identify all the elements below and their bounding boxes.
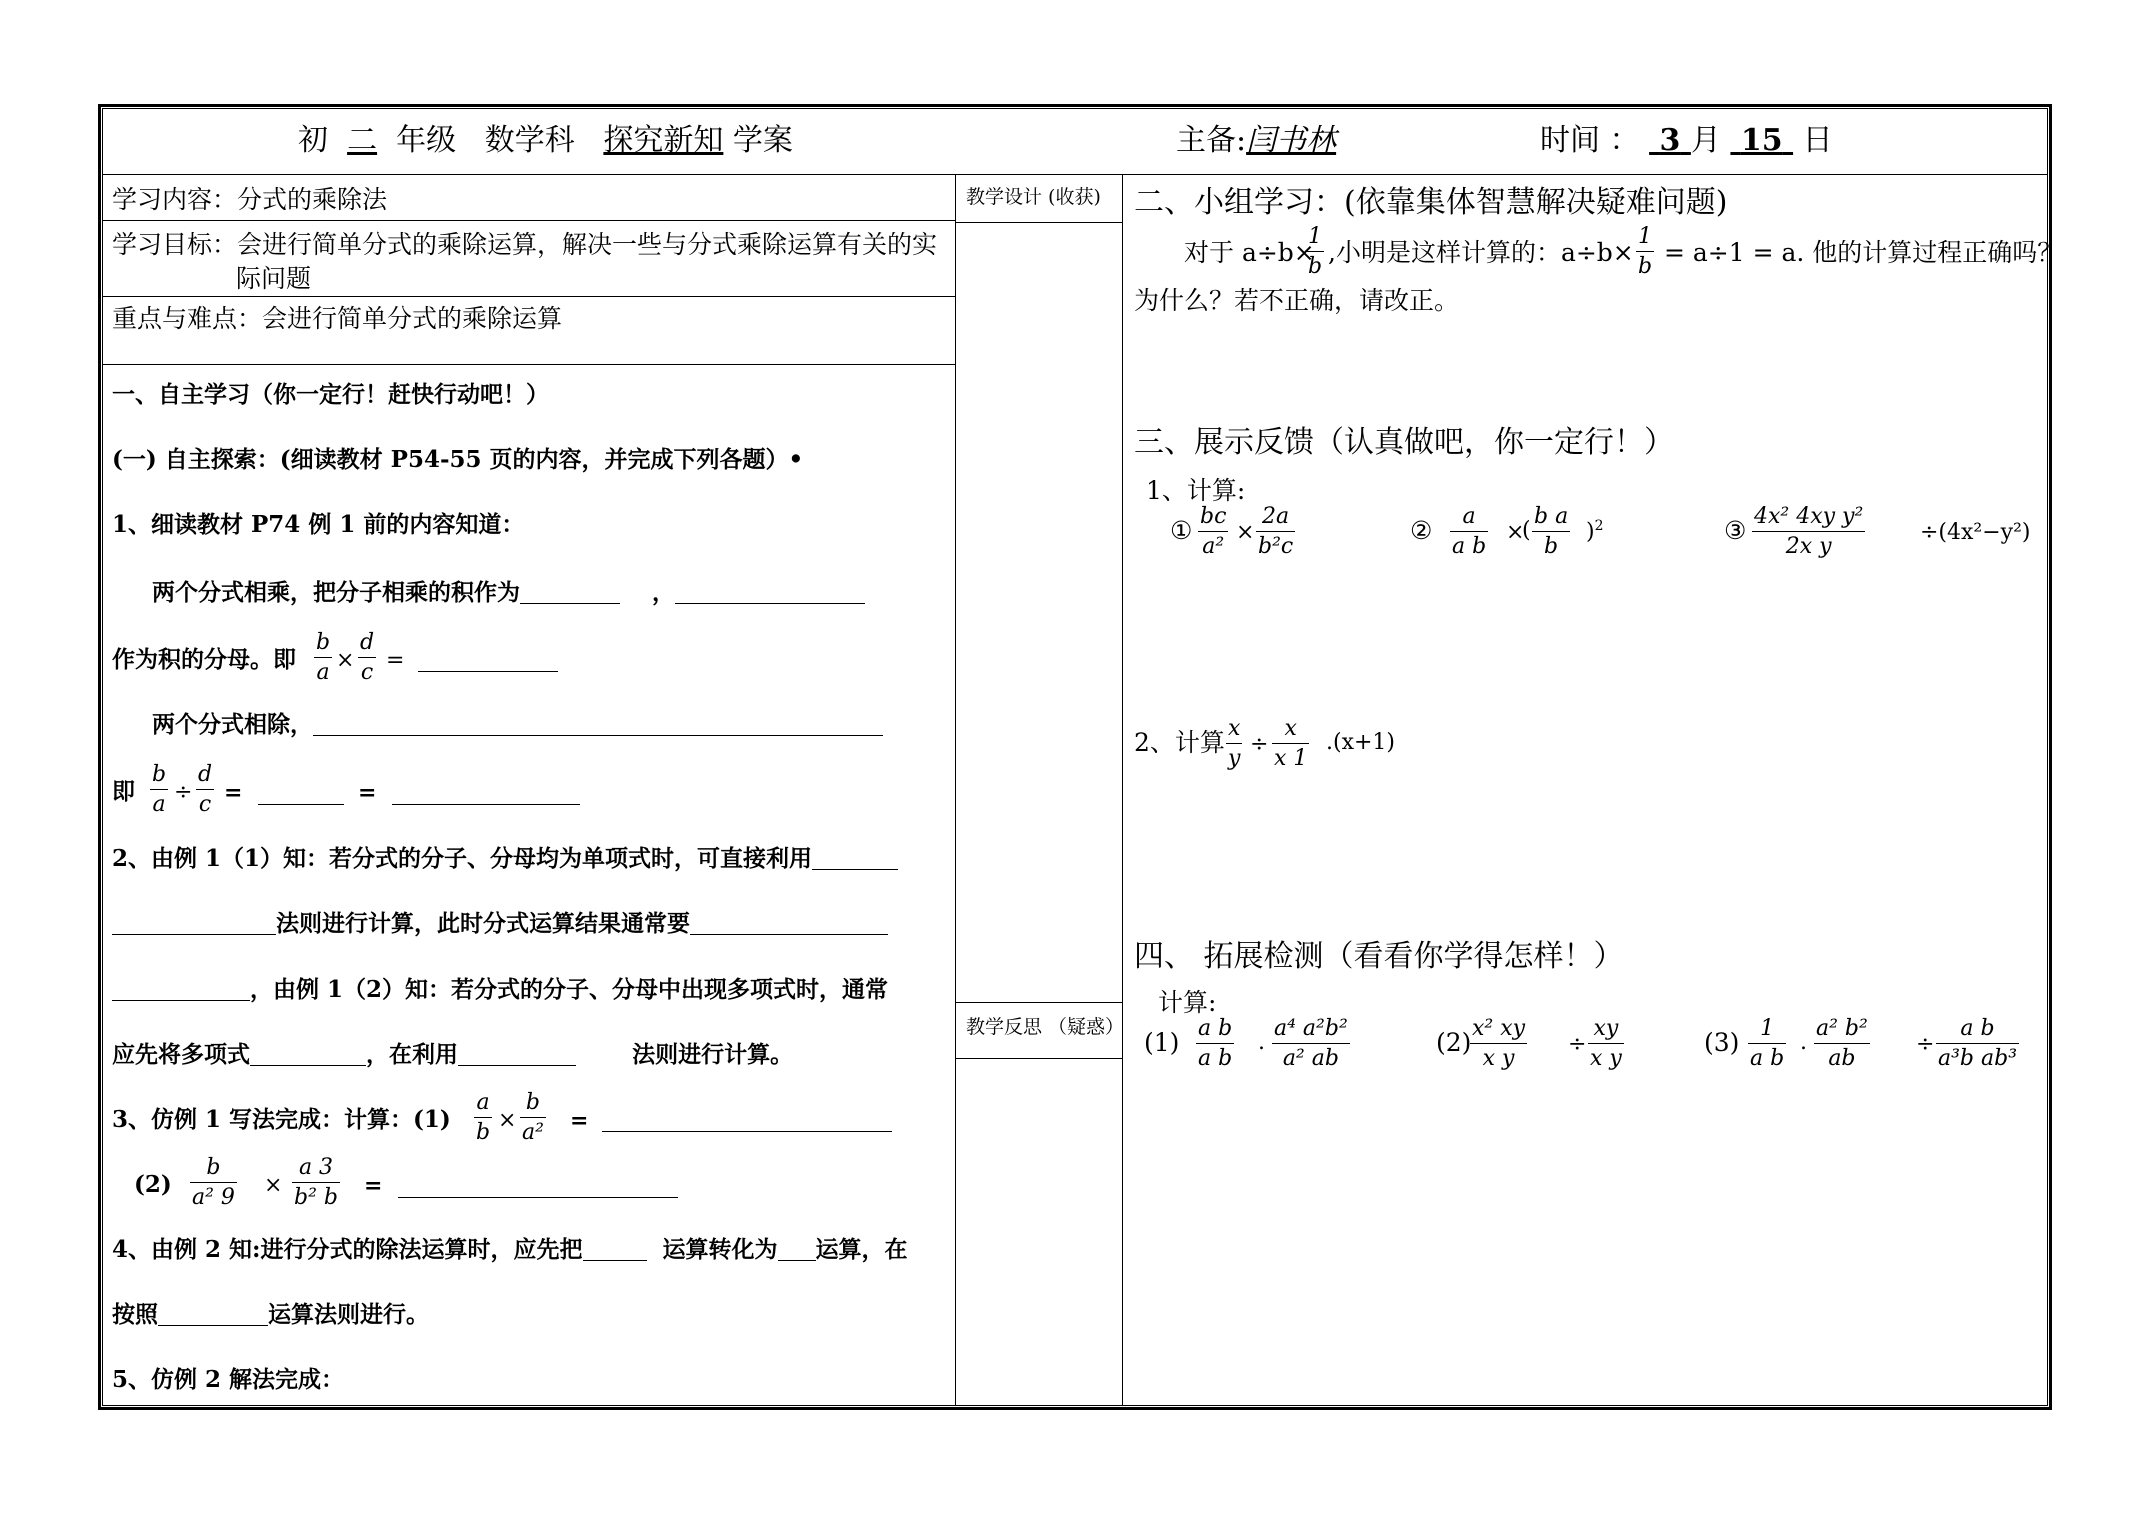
section4-item2: (2) xyxy=(1436,1028,1472,1057)
section2-title: 二、小组学习：(依靠集体智慧解决疑难问题) xyxy=(1134,185,1728,220)
section1-subtitle: (一) 自主探索：(细读教材 P54-55 页的内容，并完成下列各题）• xyxy=(112,446,804,473)
frac-e2a: x² xy x y xyxy=(1472,1016,1526,1071)
answer-blank[interactable] xyxy=(392,803,580,805)
dot-sign: . xyxy=(1800,1030,1807,1055)
section2-line2: 为什么？若不正确，请改正。 xyxy=(1134,286,1460,315)
frac-x-x1: x x 1 xyxy=(1274,716,1308,771)
equals-sign: = xyxy=(224,780,243,806)
key-points: 重点与难点：会进行简单分式的乘除运算 xyxy=(112,304,563,333)
design-label: 教学设计 (收获) xyxy=(966,186,1101,208)
section3-item1: ① xyxy=(1170,516,1193,545)
left-paren: ( xyxy=(1522,518,1531,543)
equals-sign: = xyxy=(386,648,405,673)
design-label-divider xyxy=(955,222,1122,223)
worksheet-inner-frame xyxy=(102,108,2048,1406)
header-grade: 初 二 年级 数学科 探究新知 学案 xyxy=(298,123,793,158)
header-author: 主备:闫书林 xyxy=(1176,123,1337,158)
question-4-line2: 按照 运算法则进行。 xyxy=(112,1301,429,1328)
learning-content: 学习内容：分式的乘除法 xyxy=(112,185,388,214)
frac-a-b: a b xyxy=(476,1090,491,1145)
divide-sign: ÷ xyxy=(1916,1032,1935,1057)
reflect-top-divider xyxy=(955,1002,1122,1003)
header-date: 时间 ： 3 月 15 日 xyxy=(1540,123,1833,158)
section3-title: 三、展示反馈（认真做吧，你一定行！） xyxy=(1134,425,1674,460)
frac-e3a: 1 a b xyxy=(1750,1016,1785,1071)
frac-e3c: a b a³b ab³ xyxy=(1938,1016,2018,1071)
section2-line1c: = a÷1 = a. 他的计算过程正确吗？ xyxy=(1664,238,2063,267)
frac-a-ab: a a b xyxy=(1452,504,1487,559)
divide-sign: ÷ xyxy=(1568,1032,1587,1057)
section4-title: 四、 拓展检测（看看你学得怎样！） xyxy=(1134,939,1624,974)
answer-blank[interactable] xyxy=(418,670,558,672)
section3-q2-tail: .(x+1) xyxy=(1326,730,1395,755)
section2-line1a: 对于 a÷b× xyxy=(1184,238,1315,267)
frac-ba-b: b a b xyxy=(1534,504,1569,559)
middle-column-left-border xyxy=(955,174,956,1406)
answer-blank[interactable] xyxy=(398,1196,678,1198)
learning-goal-line1: 学习目标：会进行简单分式的乘除运算，解决一些与分式乘除运算有关的实 xyxy=(112,230,938,259)
section4-item1: (1) xyxy=(1144,1028,1180,1057)
equals-sign: = xyxy=(358,780,377,806)
reflect-bottom-divider xyxy=(955,1058,1122,1059)
question-2-line4: 应先将多项式 ，在利用 法则进行计算。 xyxy=(112,1041,794,1068)
frac-b-a2: b a² xyxy=(522,1090,544,1145)
divide-sign: ÷ xyxy=(174,780,193,805)
right-paren-squared: )$^2$ xyxy=(1586,518,1604,545)
frac-e1a: a b a b xyxy=(1198,1016,1233,1071)
frac-e3b: a² b² ab xyxy=(1816,1016,1868,1071)
section3-q2: 2、计算 xyxy=(1134,728,1225,757)
times-sign: × xyxy=(1236,520,1255,545)
dot-sign: . xyxy=(1258,1030,1265,1055)
section1-title: 一、自主学习（你一定行！赶快行动吧！） xyxy=(112,381,549,408)
times-sign: × xyxy=(336,648,355,673)
question-4-line1: 4、由例 2 知:进行分式的除法运算时，应先把 运算转化为 运算，在 xyxy=(112,1236,908,1263)
times-sign: × xyxy=(264,1173,283,1198)
question-3: 3、仿例 1 写法完成：计算：(1) xyxy=(112,1106,451,1133)
question-2-line3: ，由例 1（2）知：若分式的分子、分母中出现多项式时，通常 xyxy=(112,978,888,1001)
frac-d-c-2: d c xyxy=(198,762,213,817)
frac-x-y: x y xyxy=(1228,716,1241,771)
section2-line1b: ,小明是这样计算的：a÷b× xyxy=(1328,238,1634,267)
section3-item3-tail: ÷(4x²−y²) xyxy=(1920,520,2031,545)
frac-bc-a2: bc a² xyxy=(1200,504,1227,559)
section4-calc: 计算: xyxy=(1158,988,1217,1017)
frac-1-b: 1 b xyxy=(1308,224,1323,279)
goal-row-divider xyxy=(102,296,955,297)
question-1d: 即 xyxy=(112,778,135,805)
content-row-divider xyxy=(102,220,955,221)
frac-e2b: xy x y xyxy=(1590,1016,1622,1071)
header-divider xyxy=(102,174,2048,175)
question-1a: 两个分式相乘，把分子相乘的积作为 ， xyxy=(152,581,865,604)
frac-1-b-2: 1 b xyxy=(1638,224,1653,279)
key-row-divider xyxy=(102,364,955,365)
answer-blank[interactable] xyxy=(602,1130,892,1132)
section3-item3: ③ xyxy=(1724,516,1747,545)
equals-sign: = xyxy=(570,1108,589,1134)
frac-a3-b2b: a 3 b² b xyxy=(294,1155,338,1210)
equals-sign: = xyxy=(364,1173,383,1199)
question-5: 5、仿例 2 解法完成： xyxy=(112,1366,345,1393)
section3-item2: ② xyxy=(1410,516,1433,545)
frac-b-a29: b a² 9 xyxy=(192,1155,235,1210)
question-3-part2: (2) xyxy=(134,1171,172,1198)
reflect-label: 教学反思 （疑惑） xyxy=(966,1016,1125,1038)
question-1: 1、细读教材 P74 例 1 前的内容知道： xyxy=(112,511,525,538)
section3-q1: 1、计算: xyxy=(1146,476,1246,505)
frac-d-c: d c xyxy=(360,630,375,685)
middle-column-right-border xyxy=(1122,174,1123,1406)
section4-item3: (3) xyxy=(1704,1028,1740,1057)
question-2-line1: 2、由例 1（1）知：若分式的分子、分母均为单项式时，可直接利用 xyxy=(112,847,898,870)
frac-e1b: a⁴ a²b² a² ab xyxy=(1274,1016,1348,1071)
frac-2a-b2c: 2a b²c xyxy=(1258,504,1294,559)
answer-blank[interactable] xyxy=(258,803,344,805)
question-1b: 作为积的分母。即 xyxy=(112,646,296,673)
times-sign: × xyxy=(1506,520,1525,545)
frac-b-a-2: b a xyxy=(152,762,167,817)
frac-poly: 4x² 4xy y² 2x y xyxy=(1754,504,1864,559)
frac-b-a: b a xyxy=(316,630,331,685)
question-1c: 两个分式相除， xyxy=(152,713,883,736)
times-sign: × xyxy=(498,1108,517,1133)
divide-sign: ÷ xyxy=(1250,732,1269,757)
question-2-line2: 法则进行计算，此时分式运算结果通常要 xyxy=(112,912,888,935)
learning-goal-line2: 际问题 xyxy=(236,264,312,293)
